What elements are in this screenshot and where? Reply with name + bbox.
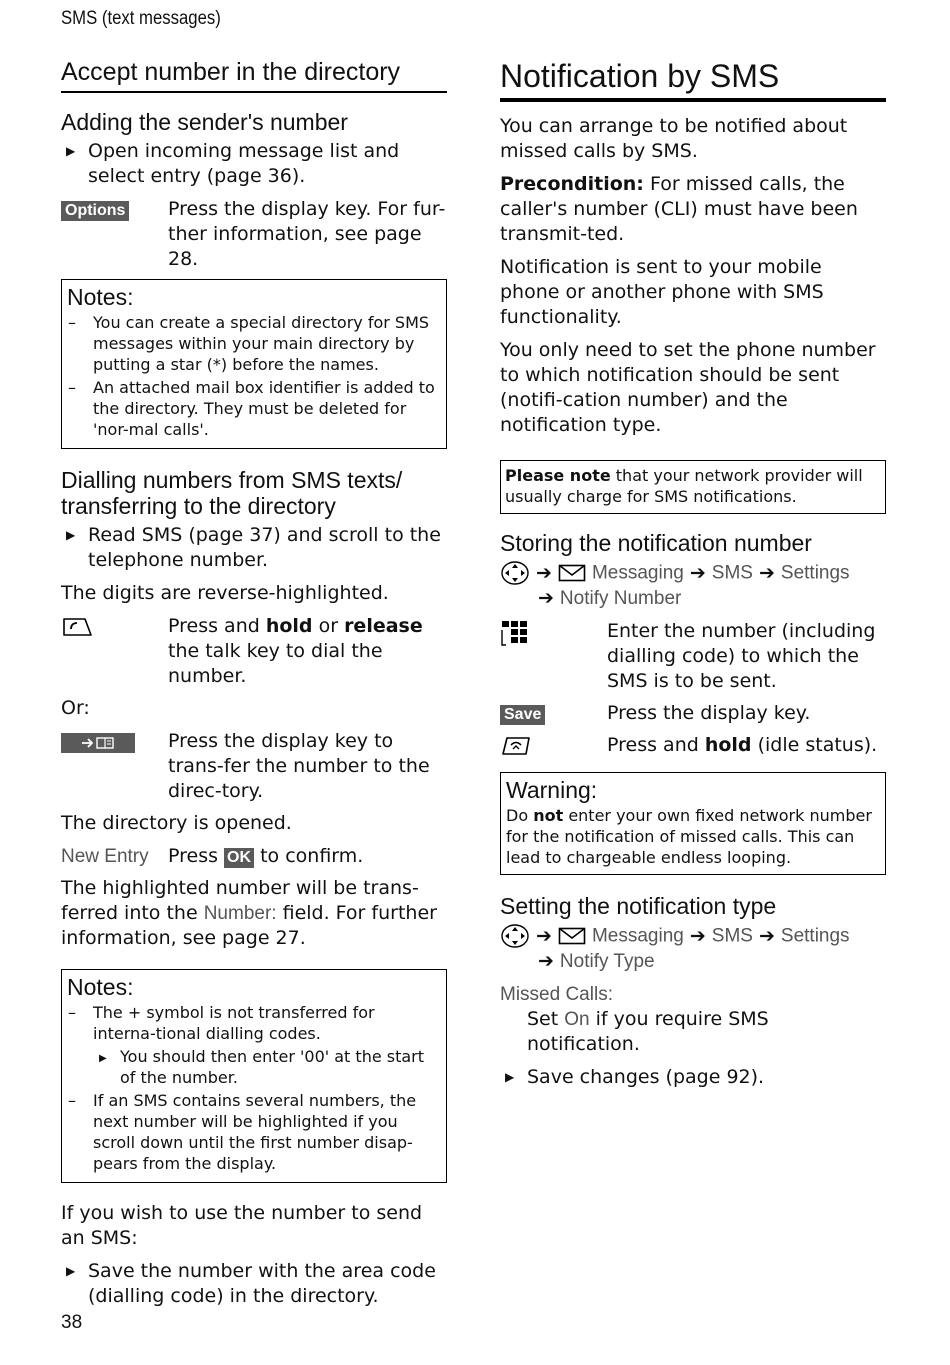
transfer-to-directory-softkey — [61, 733, 135, 753]
arrow-directory-icon — [78, 736, 118, 750]
right-title: Notification by SMS — [500, 58, 886, 102]
control-key-icon — [500, 560, 530, 586]
end-key-icon — [500, 735, 532, 757]
missed-calls-label: Missed Calls: — [500, 984, 613, 1005]
path-settings: Settings — [780, 925, 850, 947]
warning-text: Do not enter your own fixed network number for the notification of missed calls. This can lead to chargeable endless looping. — [506, 806, 872, 867]
right-column — [500, 58, 886, 1098]
save-text: Press the display key. — [607, 702, 811, 724]
note-item: – You can create a special directory for SMS messages within your main directory by putting a star (*) before the names. — [67, 312, 440, 375]
enter-number-row — [500, 619, 886, 694]
precondition-text: Precondition: For missed calls, the caller's number (CLI) must have been transmit-ted. — [500, 173, 858, 245]
path-messaging: Messaging — [591, 562, 684, 584]
confirm-text: Press OK to confirm. — [168, 845, 364, 867]
save-area-code-step: ▶ Save the number with the area code (dialling code) in the directory. — [61, 1259, 447, 1309]
new-entry-row — [61, 844, 447, 869]
keypad-icon — [500, 619, 530, 649]
or-text: Or: — [61, 697, 90, 719]
open-list-step: ▶ Open incoming message list and select entry (page 36). — [61, 139, 447, 189]
directory-opened-text: The directory is opened. — [61, 812, 292, 834]
dialling-numbers-heading: Dialling numbers from SMS texts/ transferring to the directory — [61, 467, 403, 519]
notes-title-2: Notes: — [67, 974, 134, 1000]
save-changes-step: ▶ Save changes (page 92). — [500, 1065, 886, 1090]
adding-sender-heading: Adding the sender's number — [61, 109, 348, 135]
options-row — [61, 197, 447, 272]
page-number: 38 — [61, 1312, 83, 1333]
envelope-icon — [558, 564, 586, 582]
talk-key-text: Press and hold or release the talk key to dial the number. — [168, 615, 423, 687]
send-sms-text: If you wish to use the number to send an SMS: — [61, 1202, 423, 1249]
storing-heading: Storing the notification number — [500, 530, 812, 556]
enter-number-text: Enter the number (including dialling code) to which the SMS is to be sent. — [607, 620, 876, 692]
new-entry-label: New Entry — [61, 846, 149, 867]
only-need-text: You only need to set the phone number to which notification should be sent (notifi-cation number) and the notification type. — [500, 339, 876, 436]
intro-text: You can arrange to be notified about missed calls by SMS. — [500, 115, 848, 162]
warning-box — [500, 772, 886, 875]
path-sms: SMS — [711, 925, 753, 947]
read-sms-step: ▶ Read SMS (page 37) and scroll to the telephone number. — [61, 523, 447, 573]
path-sms: SMS — [711, 562, 753, 584]
set-on-text: Set On if you require SMS notification. — [527, 1008, 769, 1055]
type-menu-path: ➔ Messaging ➔ SMS ➔ Settings ➔ Notify Type — [500, 923, 886, 974]
left-column — [61, 58, 447, 1317]
note-item: – The + symbol is not transferred for interna-tional dialling codes. — [67, 1002, 440, 1044]
note-item: – If an SMS contains several numbers, the next number will be highlighted if you scroll down until the first number disap-pears from the display. — [67, 1090, 440, 1174]
please-note-box: Please note that your network provider will usually charge for SMS notifications. — [500, 460, 886, 514]
warning-title: Warning: — [506, 777, 598, 803]
running-head: SMS (text messages) — [61, 8, 221, 29]
control-key-icon — [500, 923, 530, 949]
number-field-label: Number: — [203, 903, 277, 924]
end-key-row — [500, 733, 886, 758]
end-key-text: Press and hold (idle status). — [607, 734, 878, 756]
ok-softkey: OK — [224, 848, 254, 868]
path-messaging: Messaging — [591, 925, 684, 947]
save-row — [500, 701, 886, 726]
options-text: Press the display key. For fur-ther information, see page 28. — [168, 198, 446, 270]
path-notify-number: Notify Number — [559, 588, 682, 609]
path-notify-type: Notify Type — [559, 951, 655, 972]
note-item: – An attached mail box identifier is added to the directory. They must be deleted for 'nor-mal calls'. — [67, 377, 440, 440]
notes-title-1: Notes: — [67, 284, 134, 310]
talk-key-icon — [61, 616, 93, 638]
storing-menu-path: ➔ Messaging ➔ SMS ➔ Settings ➔ Notify Number — [500, 560, 886, 611]
note-sub-step: ▶ You should then enter '00' at the start of the number. — [67, 1046, 440, 1088]
path-settings: Settings — [780, 562, 850, 584]
highlighted-number-text: The highlighted number will be trans-ferred into the Number: field. For further information, see page 27. — [61, 877, 437, 949]
type-heading: Setting the notification type — [500, 893, 777, 919]
transfer-text: Press the display key to trans-fer the number to the direc-tory. — [168, 730, 430, 802]
sent-to-text: Notification is sent to your mobile phone or another phone with SMS functionality. — [500, 256, 824, 328]
on-option: On — [564, 1009, 590, 1030]
transfer-row — [61, 729, 447, 804]
left-title: Accept number in the directory — [61, 58, 447, 93]
notes-box-1 — [61, 279, 447, 449]
talk-key-row — [61, 614, 447, 689]
save-softkey: Save — [500, 705, 545, 725]
envelope-icon — [558, 927, 586, 945]
options-softkey: Options — [61, 201, 129, 221]
notes-box-2 — [61, 969, 447, 1183]
reverse-highlight-text: The digits are reverse-highlighted. — [61, 582, 389, 604]
